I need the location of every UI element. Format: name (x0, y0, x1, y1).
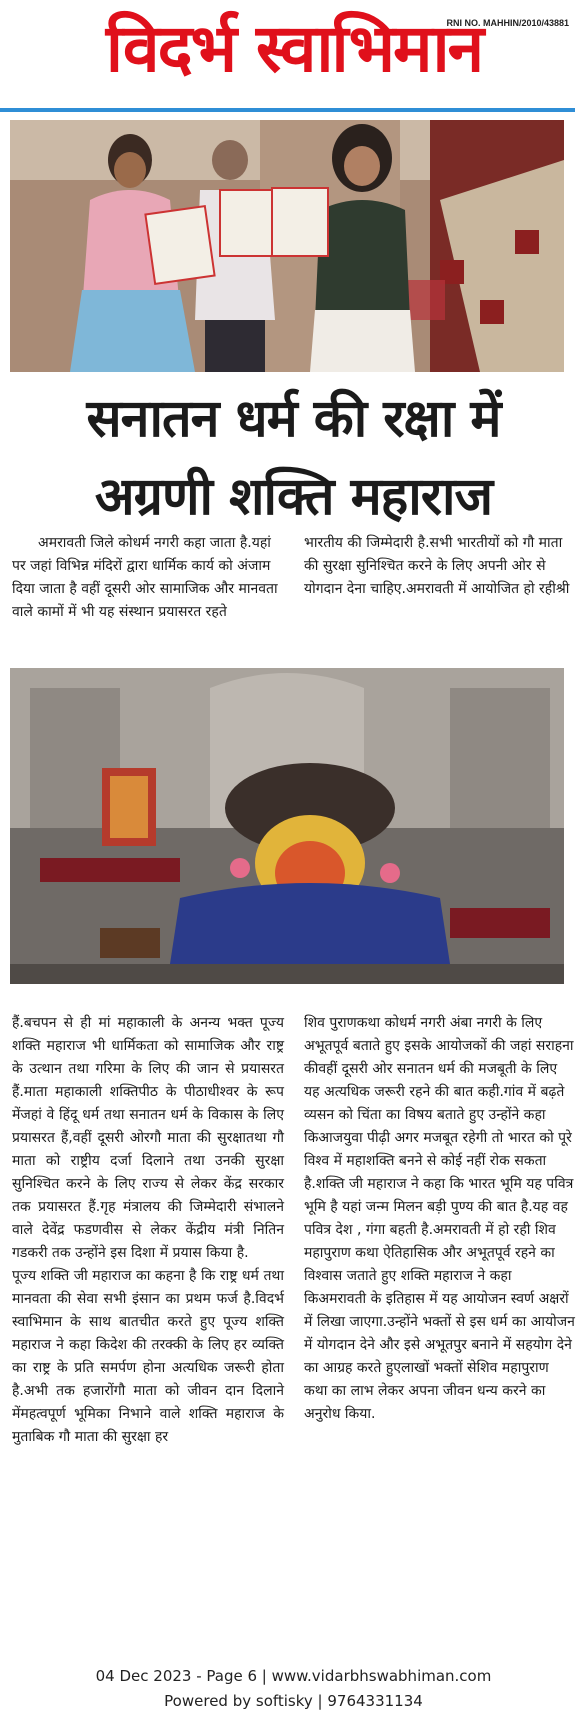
headline-line-2: अग्रणी शक्ति महाराज (94, 467, 493, 527)
presentation-photo (10, 120, 564, 372)
article-column-2-bottom: शिव पुराणकथा कोधर्म नगरी अंबा नगरी के लिए अभूतपूर्व बताते हुए इसके आयोजकों की जहां सराहना कीवहीं दूसरी ओर सनातन धर्म की मजबूती के लिए यह अत्यधिक जरूरी रहने की बात कही.गांव में बढ़ते व्यसन को चिंता का विषय बताते हुए उन्होंने कहा किआजयुवा पीढ़ी अगर मजबूत रहेगी तो भारत को पूरे विश्व में महाशक्ति बनने से कोई नहीं रोक सकता है.शक्ति जी महाराज ने कहा कि भारत भूमि यह पवित्र भूमि है यहां जन्म मिलन बड़ी पुण्य की बात है.यह वह पवित्र देश , गंगा बहती है.अमरावती में हो रही शिव महापुराण कथा ऐतिहासिक और अभूतपूर्व रहने का विश्वास जताते हुए शक्ति महाराज ने कहा किअमरावती के इतिहास में यह आयोजन स्वर्ण अक्षरों में लिखा जाएगा.उन्होंने भक्तों से इस धर्म का आयोजन में योगदान देने और इसे अभूतपुर बनाने में सहयोग देने का आग्रह करते हुएलाखों भक्तों सेशिव महापुराण कथा का लाभ लेकर अपना जीवन धन्य करने का अनुरोध किया. (304, 1015, 575, 1422)
rni-number: RNI NO. MAHHIN/2010/43881 (446, 18, 569, 28)
footer-date-website: 04 Dec 2023 - Page 6 | www.vidarbhswabhiman.com (95, 1667, 492, 1685)
newspaper-logo: विदर्भ स्वाभिमान (105, 10, 483, 87)
masthead (0, 0, 587, 112)
masthead-divider (0, 108, 575, 112)
footer-powered-by: Powered by softisky | 9764331134 (164, 1692, 423, 1710)
article-column-1-top: अमरावती जिले कोधर्म नगरी कहा जाता है.यहां पर जहां विभिन्न मंदिरों द्वारा धार्मिक कार्य को अंजाम दिया जाता है वहीं दूसरी ओर सामाजिक और मानवता वाले कामों में भी यह संस्थान प्रयासरत रहते (12, 535, 278, 620)
article-column-1-bottom: हैं.बचपन से ही मां महाकाली के अनन्य भक्त पूज्य शक्ति महाराज भी धार्मिकता को सामाजिक और राष्ट्र के उत्थान तथा गरिमा के लिए की जान से प्रयासरत हैं.माता महाकाली शक्तिपीठ के पीठाधीश्वर के रूप मेंजहां वे हिंदू धर्म तथा सनातन धर्म के विकास के लिए प्रयासरत हैं,वहीं दूसरी ओरगौ माता की सुरक्षातथा गौ माता को राष्ट्रीय दर्जा दिलाने तथा उनकी सुरक्षा सुनिश्चित करने के लिए राज्य से लेकर केंद्र सरकार तक प्रयासरत हैं.गृह मंत्रालय की जिम्मेदारी संभालने वाले देवेंद्र फडणवीस से लेकर केंद्रीय मंत्री नितिन गडकरी तक उन्होंने इस दिशा में प्रयास किया है. पूज्य शक्ति जी महाराज का कहना है कि राष्ट्र धर्म तथा मानवता की सेवा सभी इंसान का प्रथम फर्ज है.विदर्भ स्वाभिमान के साथ बातचीत करते हुए पूज्य शक्ति महाराज ने कहा किदेश की तरक्की के लिए हर व्यक्ति का राष्ट्र के प्रति समर्पण होना अत्यधिक जरूरी होता है.अभी तक हजारोंगौ माता को जीवन दान दिलाने मेंमहत्वपूर्ण भूमिका निभाने वाले शक्ति महाराज के मुताबिक गौ माता की सुरक्षा हर (12, 1015, 284, 1445)
page-footer (0, 1664, 587, 1714)
headline-line-1: सनातन धर्म की रक्षा में (86, 389, 501, 449)
temple-photo (10, 668, 564, 984)
article-column-2-top: भारतीय की जिम्मेदारी है.सभी भारतीयों को गौ माता की सुरक्षा सुनिश्चित करने के लिए अपनी ओर से योगदान देना चाहिए.अमरावती में आयोजित हो रहीश्री (304, 535, 570, 597)
